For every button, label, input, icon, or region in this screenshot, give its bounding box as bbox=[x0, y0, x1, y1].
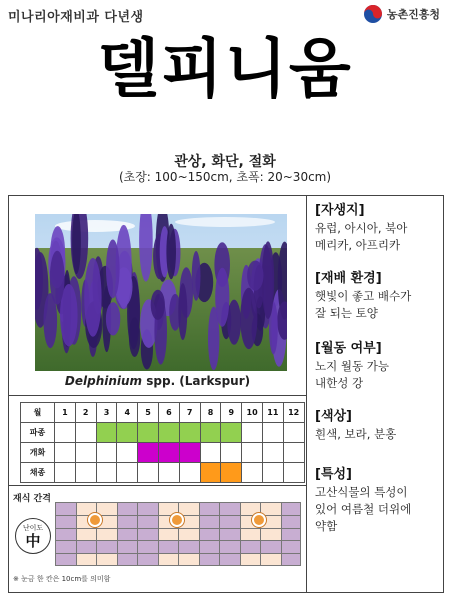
cultivation-calendar bbox=[20, 402, 305, 483]
grid-cell bbox=[138, 503, 159, 516]
calendar-cell bbox=[283, 443, 304, 463]
info-section bbox=[315, 466, 443, 535]
calendar-cell bbox=[55, 443, 76, 463]
grid-cell bbox=[118, 541, 139, 554]
grid-cell bbox=[241, 541, 262, 554]
grid-cell bbox=[241, 554, 262, 566]
grid-cell bbox=[118, 503, 139, 516]
grid-cell bbox=[282, 554, 302, 566]
grid-cell bbox=[138, 554, 159, 566]
calendar-cell bbox=[262, 463, 283, 483]
calendar-cell bbox=[138, 423, 159, 443]
info-heading: [특성] bbox=[315, 467, 352, 482]
difficulty-value: 中 bbox=[25, 532, 41, 550]
calendar-cell bbox=[262, 423, 283, 443]
plant-dimensions: (초장: 100~150cm, 초폭: 20~30cm) bbox=[118, 170, 332, 184]
calendar-cell bbox=[138, 463, 159, 483]
calendar-month-header: 1 bbox=[55, 403, 76, 423]
calendar-header-label: 월 bbox=[21, 403, 55, 423]
grid-cell bbox=[118, 529, 139, 542]
calendar-cell bbox=[96, 463, 117, 483]
calendar-cell bbox=[200, 463, 221, 483]
calendar-cell bbox=[221, 443, 242, 463]
calendar-cell bbox=[200, 423, 221, 443]
calendar-cell bbox=[179, 423, 200, 443]
calendar-cell bbox=[283, 423, 304, 443]
spacing-label: 재식 간격 bbox=[13, 494, 51, 504]
grid-cell bbox=[56, 554, 77, 566]
grid-cell bbox=[200, 516, 221, 529]
calendar-month-header: 9 bbox=[221, 403, 242, 423]
agency-logo bbox=[363, 4, 440, 24]
calendar-panel bbox=[9, 396, 307, 486]
grid-cell bbox=[282, 516, 302, 529]
info-section bbox=[315, 340, 443, 392]
calendar-month-header: 2 bbox=[75, 403, 96, 423]
calendar-month-header: 6 bbox=[158, 403, 179, 423]
calendar-cell bbox=[96, 423, 117, 443]
grid-cell bbox=[220, 554, 241, 566]
calendar-month-header: 4 bbox=[117, 403, 138, 423]
grid-cell bbox=[179, 503, 200, 516]
spacing-panel bbox=[9, 486, 307, 592]
larkspur-field-photo bbox=[35, 214, 287, 371]
grid-cell bbox=[118, 554, 139, 566]
info-text: 노지 월동 가능 bbox=[315, 359, 389, 373]
info-text: 약함 bbox=[315, 519, 338, 533]
info-heading: [재배 환경] bbox=[315, 271, 382, 286]
grid-cell bbox=[159, 541, 180, 554]
grid-cell bbox=[77, 541, 98, 554]
grid-cell bbox=[220, 541, 241, 554]
grid-cell bbox=[138, 529, 159, 542]
grid-cell bbox=[56, 541, 77, 554]
info-text: 유럽, 아시아, 북아 bbox=[315, 221, 408, 235]
grid-cell bbox=[77, 554, 98, 566]
calendar-month-header: 8 bbox=[200, 403, 221, 423]
info-text: 내한성 강 bbox=[315, 376, 364, 390]
calendar-row-label: 파종 bbox=[21, 423, 55, 443]
calendar-row bbox=[21, 463, 305, 483]
info-text: 메리카, 아프리카 bbox=[315, 238, 401, 252]
grid-cell bbox=[97, 541, 118, 554]
grid-cell bbox=[56, 503, 77, 516]
info-card bbox=[8, 195, 444, 593]
grid-cell bbox=[220, 529, 241, 542]
grid-cell bbox=[282, 503, 302, 516]
difficulty-badge bbox=[15, 518, 51, 554]
grid-cell bbox=[282, 529, 302, 542]
info-text: 고산식물의 특성이 bbox=[315, 485, 408, 499]
grid-cell bbox=[220, 503, 241, 516]
grid-note: ※ 눈금 한 칸은 10cm를 의미함 bbox=[13, 575, 111, 583]
grid-cell bbox=[282, 541, 302, 554]
calendar-cell bbox=[242, 423, 263, 443]
calendar-cell bbox=[158, 423, 179, 443]
calendar-row bbox=[21, 443, 305, 463]
calendar-month-header: 12 bbox=[283, 403, 304, 423]
grid-cell bbox=[97, 529, 118, 542]
grid-cell bbox=[138, 541, 159, 554]
difficulty-label: 난이도 bbox=[22, 524, 44, 532]
category-label: 미나리아재비과 다년생 bbox=[8, 10, 144, 25]
grid-cell bbox=[179, 541, 200, 554]
info-section bbox=[315, 270, 443, 322]
calendar-cell bbox=[179, 443, 200, 463]
info-section bbox=[315, 202, 443, 254]
calendar-cell bbox=[55, 423, 76, 443]
scientific-suffix: spp. (Larkspur) bbox=[142, 374, 251, 388]
calendar-cell bbox=[200, 443, 221, 463]
grid-cell bbox=[138, 516, 159, 529]
photo-panel bbox=[9, 196, 307, 396]
grid-cell bbox=[56, 516, 77, 529]
grid-cell bbox=[97, 503, 118, 516]
grid-cell bbox=[241, 529, 262, 542]
calendar-cell bbox=[117, 443, 138, 463]
info-text: 있어 여름철 더위에 bbox=[315, 502, 412, 516]
grid-cell bbox=[77, 529, 98, 542]
calendar-cell bbox=[117, 423, 138, 443]
info-text: 햇빛이 좋고 배수가 bbox=[315, 289, 412, 303]
calendar-row-label: 채종 bbox=[21, 463, 55, 483]
calendar-cell bbox=[221, 463, 242, 483]
grid-cell bbox=[200, 541, 221, 554]
grid-cell bbox=[261, 554, 282, 566]
grid-cell bbox=[159, 529, 180, 542]
grid-cell bbox=[220, 516, 241, 529]
calendar-cell bbox=[75, 423, 96, 443]
grid-cell bbox=[261, 503, 282, 516]
calendar-month-header: 3 bbox=[96, 403, 117, 423]
info-heading: [자생지] bbox=[315, 203, 365, 218]
grid-cell bbox=[261, 541, 282, 554]
calendar-month-header: 7 bbox=[179, 403, 200, 423]
grid-cell bbox=[97, 554, 118, 566]
grid-cell bbox=[200, 554, 221, 566]
calendar-cell bbox=[262, 443, 283, 463]
calendar-cell bbox=[242, 443, 263, 463]
grid-cell bbox=[159, 554, 180, 566]
plant-uses: 관상, 화단, 절화 bbox=[174, 154, 276, 170]
info-section bbox=[315, 408, 443, 443]
planting-grid bbox=[55, 502, 301, 566]
scientific-name: Delphinium bbox=[64, 374, 143, 388]
calendar-cell bbox=[55, 463, 76, 483]
taegeuk-logo-icon bbox=[363, 4, 383, 24]
calendar-cell bbox=[242, 463, 263, 483]
calendar-cell bbox=[117, 463, 138, 483]
calendar-cell bbox=[158, 463, 179, 483]
info-text: 잘 되는 토양 bbox=[315, 306, 378, 320]
calendar-cell bbox=[283, 463, 304, 483]
calendar-month-header: 10 bbox=[242, 403, 263, 423]
info-text: 흰색, 보라, 분홍 bbox=[315, 427, 397, 441]
calendar-row-label: 개화 bbox=[21, 443, 55, 463]
calendar-month-header: 11 bbox=[262, 403, 283, 423]
calendar-cell bbox=[75, 463, 96, 483]
grid-cell bbox=[179, 554, 200, 566]
page-title: 델피니움 bbox=[97, 33, 353, 107]
photo-caption bbox=[9, 374, 306, 388]
calendar-cell bbox=[75, 443, 96, 463]
calendar-cell bbox=[158, 443, 179, 463]
calendar-month-header: 5 bbox=[138, 403, 159, 423]
grid-cell bbox=[200, 503, 221, 516]
grid-cell bbox=[56, 529, 77, 542]
calendar-cell bbox=[179, 463, 200, 483]
calendar-cell bbox=[138, 443, 159, 463]
agency-name: 농촌진흥청 bbox=[386, 8, 440, 21]
calendar-cell bbox=[221, 423, 242, 443]
calendar-row bbox=[21, 423, 305, 443]
info-heading: [월동 여부] bbox=[315, 341, 382, 356]
calendar-cell bbox=[96, 443, 117, 463]
info-heading: [색상] bbox=[315, 409, 352, 424]
grid-cell bbox=[118, 516, 139, 529]
grid-cell bbox=[261, 529, 282, 542]
grid-cell bbox=[179, 529, 200, 542]
grid-cell bbox=[200, 529, 221, 542]
